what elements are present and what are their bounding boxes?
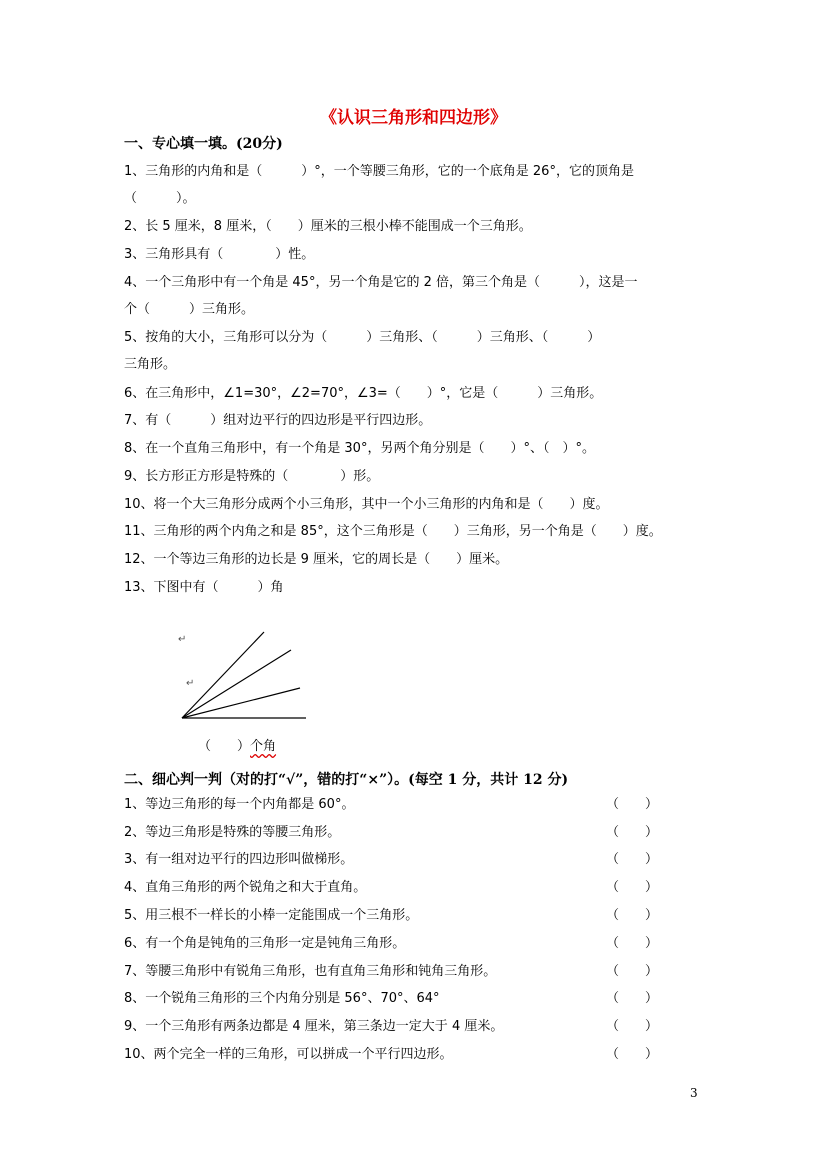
fill-line: 三角形。 — [124, 357, 177, 372]
judge-item: 5、用三根不一样长的小棒一定能围成一个三角形。 — [124, 908, 419, 923]
figure-caption — [198, 735, 276, 754]
judge-item: 3、有一组对边平行的四边形叫做梯形。 — [124, 852, 354, 867]
judge-item: 10、两个完全一样的三角形，可以拼成一个平行四边形。 — [124, 1047, 453, 1062]
angle-figure — [160, 620, 320, 730]
answer-blank: （ ） — [606, 964, 659, 979]
fill-line: 1、三角形的内角和是（ ）°，一个等腰三角形，它的一个底角是 26°，它的顶角是 — [124, 164, 634, 179]
answer-blank: （ ） — [606, 936, 659, 951]
answer-blank: （ ） — [606, 880, 659, 895]
judge-item: 9、一个三角形有两条边都是 4 厘米，第三条边一定大于 4 厘米。 — [124, 1019, 504, 1034]
return-mark: ↵ — [186, 678, 195, 689]
fill-line: 7、有（ ）组对边平行的四边形是平行四边形。 — [124, 413, 432, 428]
answer-blank: （ ） — [606, 1047, 659, 1062]
judge-item: 6、有一个角是钝角的三角形一定是钝角三角形。 — [124, 936, 406, 951]
fill-line: 3、三角形具有（ ）性。 — [124, 247, 315, 262]
fill-line: 10、将一个大三角形分成两个小三角形，其中一个小三角形的内角和是（ ）度。 — [124, 497, 609, 512]
answer-blank: （ ） — [606, 852, 659, 867]
angle-ray-low — [182, 688, 300, 718]
page-title: 《认识三角形和四边形》 — [320, 108, 507, 128]
fill-line: 9、长方形正方形是特殊的（ ）形。 — [124, 469, 380, 484]
judge-item: 1、等边三角形的每一个内角都是 60°。 — [124, 797, 355, 812]
section2-heading: 二、细心判一判（对的打“√”，错的打“×”）。(每空 1 分，共计 12 分) — [124, 772, 569, 788]
judge-item: 2、等边三角形是特殊的等腰三角形。 — [124, 825, 341, 840]
fill-line: 12、一个等边三角形的边长是 9 厘米，它的周长是（ ）厘米。 — [124, 552, 509, 567]
fill-line: 11、三角形的两个内角之和是 85°，这个三角形是（ ）三角形，另一个角是（ ）度。 — [124, 524, 662, 539]
judge-item: 4、直角三角形的两个锐角之和大于直角。 — [124, 880, 367, 895]
fill-line: 8、在一个直角三角形中，有一个角是 30°，另两个角分别是（ ）°、（ ）°。 — [124, 441, 595, 456]
answer-blank: （ ） — [606, 1019, 659, 1034]
fill-line: 4、一个三角形中有一个角是 45°，另一个角是它的 2 倍，第三个角是（ ），这是一 — [124, 275, 638, 290]
page-number: 3 — [690, 1086, 698, 1100]
caption-word: 个角 — [250, 739, 277, 754]
judge-item: 7、等腰三角形中有锐角三角形，也有直角三角形和钝角三角形。 — [124, 964, 497, 979]
fill-line: （ ）。 — [124, 191, 196, 206]
fill-line: 个（ ）三角形。 — [124, 302, 255, 317]
fill-line: 13、下图中有（ ）角 — [124, 580, 284, 595]
answer-blank: （ ） — [606, 908, 659, 923]
judge-item: 8、一个锐角三角形的三个内角分别是 56°、70°、64° — [124, 991, 440, 1006]
fill-line: 5、按角的大小，三角形可以分为（ ）三角形、（ ）三角形、（ ） — [124, 330, 601, 345]
caption-blank: （ ） — [198, 739, 251, 754]
section1-heading: 一、专心填一填。(20分) — [124, 136, 283, 152]
fill-line: 2、长 5 厘米，8 厘米，（ ）厘米的三根小棒不能围成一个三角形。 — [124, 219, 532, 234]
return-mark: ↵ — [178, 634, 187, 645]
answer-blank: （ ） — [606, 991, 659, 1006]
answer-blank: （ ） — [606, 797, 659, 812]
answer-blank: （ ） — [606, 825, 659, 840]
fill-line: 6、在三角形中，∠1=30°，∠2=70°，∠3=（ ）°，它是（ ）三角形。 — [124, 386, 603, 401]
